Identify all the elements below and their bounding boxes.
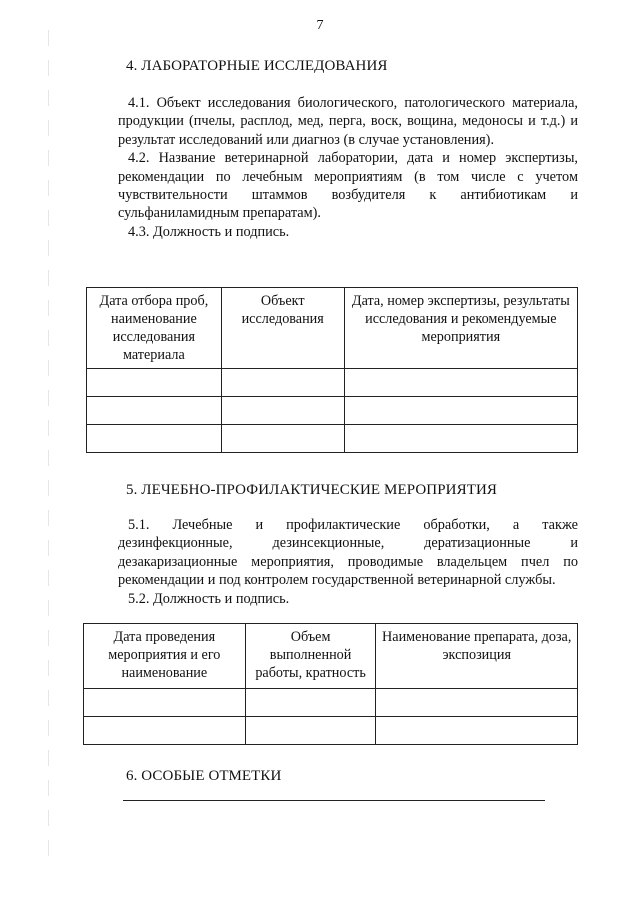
table-row xyxy=(87,369,578,397)
table-cell[interactable] xyxy=(87,397,222,425)
column-header-object: Объект исследования xyxy=(221,288,344,369)
table-cell[interactable] xyxy=(87,425,222,453)
section4-paragraph-1: 4.1. Объект исследования биологического, патологического материала, продукции (пчелы, расплод, мед, перга, воск, вощина, медоносы и т.д.) и результат исследований или диагноз (в случае установления). xyxy=(118,95,578,148)
column-header-treatment-date: Дата проведения мероприятия и его наименование xyxy=(84,624,246,689)
table-cell[interactable] xyxy=(84,717,246,745)
section5-text xyxy=(118,516,578,608)
table-row xyxy=(84,717,578,745)
table-header-row xyxy=(87,288,578,369)
section4-text xyxy=(118,94,578,241)
table-cell[interactable] xyxy=(344,397,577,425)
special-notes-line[interactable] xyxy=(123,800,545,801)
table-cell[interactable] xyxy=(221,425,344,453)
table-cell[interactable] xyxy=(221,369,344,397)
table-cell[interactable] xyxy=(376,689,578,717)
column-header-sample-date: Дата отбора проб, наименование исследования материала xyxy=(87,288,222,369)
section6-title: 6. ОСОБЫЕ ОТМЕТКИ xyxy=(126,768,282,784)
table-cell[interactable] xyxy=(344,369,577,397)
table-cell[interactable] xyxy=(221,397,344,425)
table-cell[interactable] xyxy=(87,369,222,397)
table-row xyxy=(87,397,578,425)
section4-title: 4. ЛАБОРАТОРНЫЕ ИССЛЕДОВАНИЯ xyxy=(126,58,388,74)
table-cell[interactable] xyxy=(344,425,577,453)
scan-margin-artifact xyxy=(48,30,49,870)
section4-paragraph-2: 4.2. Название ветеринарной лаборатории, дата и номер экспертизы, рекомендации по лечебным мероприятиям (в том числе с учетом чувствительности штаммов возбудителя к антибиотикам и сульфаниламидным препаратам). xyxy=(118,150,578,222)
table-row xyxy=(84,689,578,717)
column-header-work-volume: Объем выполненной работы, кратность xyxy=(245,624,376,689)
table-cell[interactable] xyxy=(245,717,376,745)
section5-paragraph-2: 5.2. Должность и подпись. xyxy=(128,590,290,607)
lab-results-table xyxy=(86,287,578,453)
table-cell[interactable] xyxy=(376,717,578,745)
table-header-row xyxy=(84,624,578,689)
section5-paragraph-1: 5.1. Лечебные и профилактические обработки, а также дезинфекционные, дезинсекционные, дератизационные и дезакаризационные мероприятия, проводимые владельцем пчел по рекомендации и под контролем государственной ветеринарной службы. xyxy=(118,517,578,589)
table-cell[interactable] xyxy=(245,689,376,717)
treatment-table xyxy=(83,623,578,745)
column-header-drug: Наименование препарата, доза, экспозиция xyxy=(376,624,578,689)
table-cell[interactable] xyxy=(84,689,246,717)
column-header-results: Дата, номер экспертизы, результаты исследования и рекомендуемые мероприятия xyxy=(344,288,577,369)
page-number: 7 xyxy=(316,18,324,33)
section4-paragraph-3: 4.3. Должность и подпись. xyxy=(128,223,290,240)
section5-title: 5. ЛЕЧЕБНО-ПРОФИЛАКТИЧЕСКИЕ МЕРОПРИЯТИЯ xyxy=(126,482,498,498)
table-row xyxy=(87,425,578,453)
